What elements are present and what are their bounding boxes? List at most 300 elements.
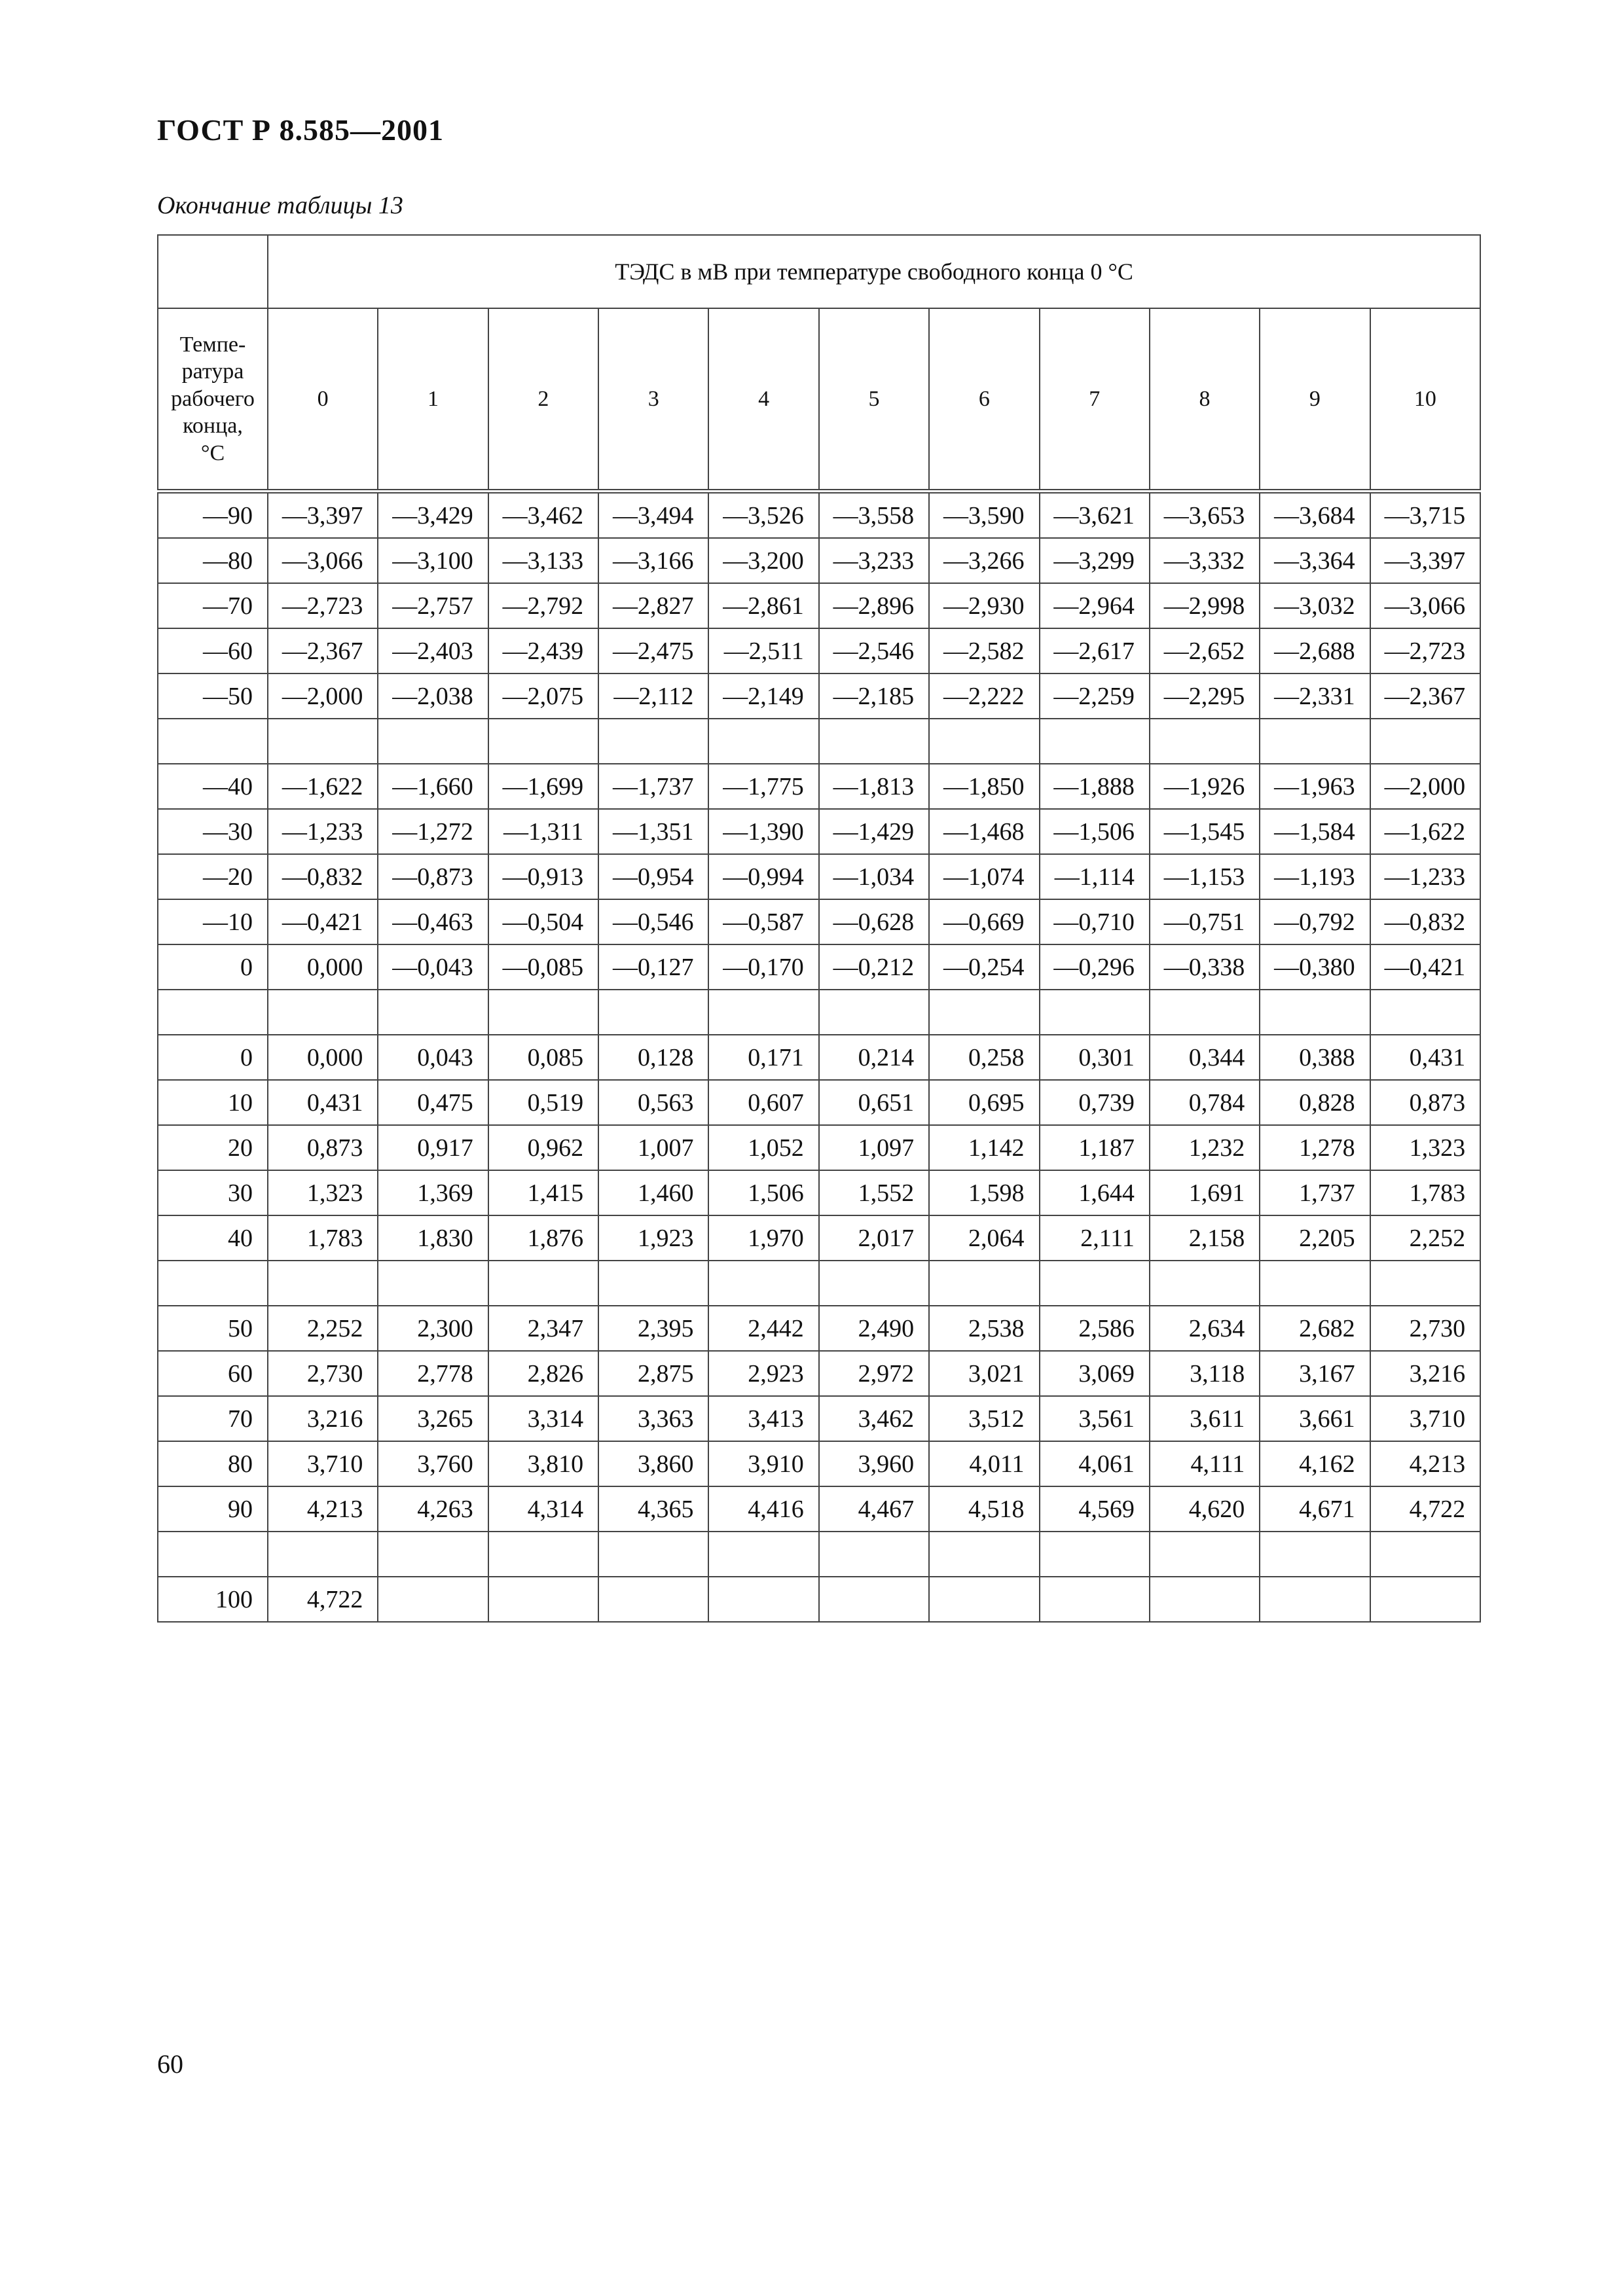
emf-value-cell: 1,278 — [1260, 1125, 1370, 1170]
table-row — [158, 809, 1480, 854]
emf-value-cell: —2,475 — [598, 628, 708, 673]
emf-value-cell: —2,075 — [488, 673, 598, 719]
emf-value-cell: 0,873 — [1370, 1080, 1481, 1125]
table-row — [158, 673, 1480, 719]
table-row — [158, 854, 1480, 899]
emf-value-cell: 3,561 — [1040, 1396, 1150, 1441]
page-number: 60 — [157, 2049, 183, 2079]
emf-value-cell: —2,582 — [929, 628, 1039, 673]
emf-value-cell: 0,388 — [1260, 1035, 1370, 1080]
temperature-cell: 70 — [158, 1396, 268, 1441]
emf-value-cell: —0,792 — [1260, 899, 1370, 944]
empty-cell — [598, 1261, 708, 1306]
temperature-header-line: Темпе- — [179, 332, 246, 357]
emf-value-cell: 1,691 — [1150, 1170, 1260, 1215]
emf-value-cell: 2,586 — [1040, 1306, 1150, 1351]
emf-value-cell: 2,395 — [598, 1306, 708, 1351]
empty-cell — [708, 1261, 818, 1306]
emf-value-cell: 1,737 — [1260, 1170, 1370, 1215]
emf-value-cell: 1,783 — [1370, 1170, 1481, 1215]
separator-row — [158, 719, 1480, 764]
emf-value-cell: 0,873 — [268, 1125, 378, 1170]
emf-value-cell: —1,390 — [708, 809, 818, 854]
emf-value-cell — [598, 1577, 708, 1622]
empty-cell — [378, 1532, 488, 1577]
emf-value-cell: 1,923 — [598, 1215, 708, 1261]
emf-value-cell: 1,783 — [268, 1215, 378, 1261]
empty-cell — [1370, 1532, 1481, 1577]
emf-value-cell: —0,669 — [929, 899, 1039, 944]
emf-value-cell: —2,546 — [819, 628, 929, 673]
emf-value-cell: 2,923 — [708, 1351, 818, 1396]
temperature-cell: —10 — [158, 899, 268, 944]
table-row — [158, 1441, 1480, 1486]
temperature-header-line: конца, — [183, 414, 243, 439]
emf-value-cell: 0,651 — [819, 1080, 929, 1125]
emf-value-cell: —2,930 — [929, 583, 1039, 628]
table-row — [158, 1080, 1480, 1125]
emf-value-cell: 2,300 — [378, 1306, 488, 1351]
emf-value-cell: 4,518 — [929, 1486, 1039, 1532]
empty-cell — [268, 990, 378, 1035]
temperature-cell: 40 — [158, 1215, 268, 1261]
emf-value-cell: 0,828 — [1260, 1080, 1370, 1125]
separator-row — [158, 1261, 1480, 1306]
emf-value-cell: 3,265 — [378, 1396, 488, 1441]
emf-value-cell: 3,021 — [929, 1351, 1039, 1396]
temperature-header-line: °С — [200, 440, 225, 465]
emf-value-cell: 3,512 — [929, 1396, 1039, 1441]
column-header: 8 — [1150, 308, 1260, 492]
separator-row — [158, 1532, 1480, 1577]
emf-value-cell — [1040, 1577, 1150, 1622]
emf-value-cell: —0,751 — [1150, 899, 1260, 944]
emf-value-cell: —3,066 — [1370, 583, 1481, 628]
emf-value-cell: 3,760 — [378, 1441, 488, 1486]
table-row — [158, 1351, 1480, 1396]
temperature-cell: 0 — [158, 1035, 268, 1080]
emf-value-cell: —3,462 — [488, 492, 598, 539]
emf-value-cell: —0,380 — [1260, 944, 1370, 990]
emf-value-cell: 2,730 — [1370, 1306, 1481, 1351]
empty-cell — [488, 719, 598, 764]
emf-value-cell: 0,301 — [1040, 1035, 1150, 1080]
emf-value-cell: 2,064 — [929, 1215, 1039, 1261]
emf-value-cell: 4,365 — [598, 1486, 708, 1532]
emf-value-cell: 0,475 — [378, 1080, 488, 1125]
emf-value-cell: —2,439 — [488, 628, 598, 673]
emf-value-cell — [1150, 1577, 1260, 1622]
table-row — [158, 1486, 1480, 1532]
emf-value-cell: 0,784 — [1150, 1080, 1260, 1125]
emf-value-cell: —1,311 — [488, 809, 598, 854]
table-row — [158, 583, 1480, 628]
emf-value-cell: —0,463 — [378, 899, 488, 944]
emf-value-cell: —0,832 — [268, 854, 378, 899]
emf-value-cell: 4,671 — [1260, 1486, 1370, 1532]
emf-value-cell: 3,710 — [1370, 1396, 1481, 1441]
emf-value-cell: 3,363 — [598, 1396, 708, 1441]
temperature-cell: 80 — [158, 1441, 268, 1486]
emf-value-cell: 1,644 — [1040, 1170, 1150, 1215]
column-header: 4 — [708, 308, 818, 492]
emf-value-cell: —3,558 — [819, 492, 929, 539]
empty-cell — [158, 719, 268, 764]
empty-cell — [708, 990, 818, 1035]
emf-value-cell: —1,699 — [488, 764, 598, 809]
empty-cell — [819, 990, 929, 1035]
empty-cell — [1260, 719, 1370, 764]
column-header: 9 — [1260, 308, 1370, 492]
empty-cell — [378, 719, 488, 764]
emf-value-cell: 2,017 — [819, 1215, 929, 1261]
emf-value-cell: —1,114 — [1040, 854, 1150, 899]
table-row — [158, 764, 1480, 809]
column-header: 5 — [819, 308, 929, 492]
emf-value-cell: —2,367 — [268, 628, 378, 673]
temperature-header-line: рабочего — [171, 386, 255, 411]
emf-value-cell: —2,295 — [1150, 673, 1260, 719]
span-header: ТЭДС в мВ при температуре свободного конца 0 °С — [268, 235, 1480, 308]
empty-cell — [268, 719, 378, 764]
emf-value-cell: 2,158 — [1150, 1215, 1260, 1261]
emf-value-cell: —2,964 — [1040, 583, 1150, 628]
emf-value-cell: —1,233 — [268, 809, 378, 854]
table-row — [158, 1170, 1480, 1215]
emf-value-cell: —0,170 — [708, 944, 818, 990]
column-header: 0 — [268, 308, 378, 492]
empty-cell — [1260, 1532, 1370, 1577]
emf-value-cell: —3,526 — [708, 492, 818, 539]
emf-value-cell: —2,038 — [378, 673, 488, 719]
emf-value-cell: 1,323 — [268, 1170, 378, 1215]
emf-value-cell: 3,462 — [819, 1396, 929, 1441]
emf-value-cell: 4,314 — [488, 1486, 598, 1532]
emf-value-cell: —3,266 — [929, 538, 1039, 583]
column-header: 1 — [378, 308, 488, 492]
emf-value-cell: —1,622 — [268, 764, 378, 809]
emf-value-cell: —2,149 — [708, 673, 818, 719]
emf-value-cell: —1,545 — [1150, 809, 1260, 854]
emf-value-cell — [378, 1577, 488, 1622]
empty-cell — [378, 990, 488, 1035]
empty-cell — [158, 1532, 268, 1577]
emf-value-cell: 2,538 — [929, 1306, 1039, 1351]
separator-row — [158, 990, 1480, 1035]
empty-cell — [1150, 1532, 1260, 1577]
emf-value-cell: —1,034 — [819, 854, 929, 899]
empty-cell — [598, 1532, 708, 1577]
empty-cell — [158, 990, 268, 1035]
emf-value-cell: 2,634 — [1150, 1306, 1260, 1351]
emf-value-cell: —1,813 — [819, 764, 929, 809]
column-header-row — [158, 308, 1480, 492]
emf-value-cell: —3,299 — [1040, 538, 1150, 583]
emf-value-cell: —3,684 — [1260, 492, 1370, 539]
empty-cell — [378, 1261, 488, 1306]
empty-cell — [1370, 719, 1481, 764]
temperature-cell: —50 — [158, 673, 268, 719]
emf-value-cell: —0,296 — [1040, 944, 1150, 990]
column-header: 10 — [1370, 308, 1481, 492]
table-row — [158, 944, 1480, 990]
emf-value-cell: 1,506 — [708, 1170, 818, 1215]
emf-value-cell: —0,913 — [488, 854, 598, 899]
emf-value-cell: 0,344 — [1150, 1035, 1260, 1080]
emf-value-cell: 2,875 — [598, 1351, 708, 1396]
emf-value-cell: —1,233 — [1370, 854, 1481, 899]
empty-cell — [1150, 1261, 1260, 1306]
emf-value-cell: 3,960 — [819, 1441, 929, 1486]
emf-value-cell: —3,032 — [1260, 583, 1370, 628]
emf-value-cell: 3,167 — [1260, 1351, 1370, 1396]
emf-value-cell: —0,628 — [819, 899, 929, 944]
empty-cell — [929, 1532, 1039, 1577]
corner-cell — [158, 235, 268, 308]
emf-value-cell: —1,963 — [1260, 764, 1370, 809]
table-row — [158, 1306, 1480, 1351]
emf-value-cell: —0,127 — [598, 944, 708, 990]
emf-value-cell: —2,723 — [268, 583, 378, 628]
emf-value-cell: 0,917 — [378, 1125, 488, 1170]
emf-value-cell: 4,011 — [929, 1441, 1039, 1486]
emf-value-cell: 3,910 — [708, 1441, 818, 1486]
emf-value-cell: 4,467 — [819, 1486, 929, 1532]
emf-value-cell: —2,617 — [1040, 628, 1150, 673]
empty-cell — [268, 1532, 378, 1577]
emf-value-cell: —1,584 — [1260, 809, 1370, 854]
emf-value-cell: 0,085 — [488, 1035, 598, 1080]
document-title: ГОСТ Р 8.585—2001 — [157, 113, 444, 147]
emf-value-cell: 1,232 — [1150, 1125, 1260, 1170]
emf-value-cell: —2,259 — [1040, 673, 1150, 719]
emf-value-cell: —3,590 — [929, 492, 1039, 539]
emf-value-cell: 4,061 — [1040, 1441, 1150, 1486]
emf-value-cell: 0,000 — [268, 1035, 378, 1080]
emf-value-cell: 1,369 — [378, 1170, 488, 1215]
emf-value-cell: 2,490 — [819, 1306, 929, 1351]
emf-value-cell: —1,429 — [819, 809, 929, 854]
emf-value-cell: 2,205 — [1260, 1215, 1370, 1261]
emf-value-cell: —0,954 — [598, 854, 708, 899]
emf-value-cell: —2,403 — [378, 628, 488, 673]
table-row — [158, 1577, 1480, 1622]
emf-value-cell: —0,873 — [378, 854, 488, 899]
table-caption: Окончание таблицы 13 — [157, 192, 403, 219]
emf-value-cell: —1,737 — [598, 764, 708, 809]
column-header: 6 — [929, 308, 1039, 492]
emf-value-cell — [1370, 1577, 1481, 1622]
emf-value-cell: —1,850 — [929, 764, 1039, 809]
emf-value-cell: 3,314 — [488, 1396, 598, 1441]
emf-value-cell: —1,506 — [1040, 809, 1150, 854]
emf-value-cell: 4,722 — [268, 1577, 378, 1622]
temperature-cell: —30 — [158, 809, 268, 854]
emf-value-cell: 0,214 — [819, 1035, 929, 1080]
emf-value-cell: 1,460 — [598, 1170, 708, 1215]
empty-cell — [708, 1532, 818, 1577]
emf-value-cell — [488, 1577, 598, 1622]
emf-value-cell: —3,715 — [1370, 492, 1481, 539]
emf-value-cell: —1,153 — [1150, 854, 1260, 899]
temperature-cell: 20 — [158, 1125, 268, 1170]
emf-value-cell: 0,128 — [598, 1035, 708, 1080]
temperature-cell: —80 — [158, 538, 268, 583]
emf-value-cell: —3,429 — [378, 492, 488, 539]
empty-cell — [1260, 990, 1370, 1035]
temperature-cell: 50 — [158, 1306, 268, 1351]
empty-cell — [488, 1532, 598, 1577]
table-body — [158, 492, 1480, 1623]
emf-value-cell: 4,722 — [1370, 1486, 1481, 1532]
emf-value-cell: —2,222 — [929, 673, 1039, 719]
emf-value-cell: —3,200 — [708, 538, 818, 583]
emf-value-cell: —1,660 — [378, 764, 488, 809]
table-row — [158, 1035, 1480, 1080]
emf-value-cell: —2,511 — [708, 628, 818, 673]
emf-value-cell: 3,118 — [1150, 1351, 1260, 1396]
empty-cell — [1040, 990, 1150, 1035]
emf-value-cell: 0,563 — [598, 1080, 708, 1125]
emf-value-cell: 1,415 — [488, 1170, 598, 1215]
temperature-cell: 30 — [158, 1170, 268, 1215]
empty-cell — [488, 1261, 598, 1306]
empty-cell — [1370, 1261, 1481, 1306]
emf-value-cell: —2,112 — [598, 673, 708, 719]
emf-value-cell: 4,569 — [1040, 1486, 1150, 1532]
emf-value-cell: 0,695 — [929, 1080, 1039, 1125]
emf-value-cell: —1,272 — [378, 809, 488, 854]
emf-value-cell: 0,043 — [378, 1035, 488, 1080]
empty-cell — [1260, 1261, 1370, 1306]
emf-value-cell: 3,611 — [1150, 1396, 1260, 1441]
empty-cell — [819, 1532, 929, 1577]
emf-value-cell: 4,263 — [378, 1486, 488, 1532]
emf-value-cell: —2,861 — [708, 583, 818, 628]
emf-value-cell: 3,216 — [1370, 1351, 1481, 1396]
emf-value-cell: —3,066 — [268, 538, 378, 583]
temperature-cell: 10 — [158, 1080, 268, 1125]
emf-value-cell: —2,331 — [1260, 673, 1370, 719]
temperature-cell: —40 — [158, 764, 268, 809]
emf-value-cell — [708, 1577, 818, 1622]
emf-value-cell: 1,970 — [708, 1215, 818, 1261]
emf-value-cell: 2,252 — [268, 1306, 378, 1351]
emf-value-cell: —2,185 — [819, 673, 929, 719]
emf-value-cell: 1,830 — [378, 1215, 488, 1261]
empty-cell — [929, 1261, 1039, 1306]
empty-cell — [1150, 719, 1260, 764]
column-header: 3 — [598, 308, 708, 492]
emf-value-cell: —2,000 — [1370, 764, 1481, 809]
empty-cell — [1370, 990, 1481, 1035]
emf-value-cell: —0,504 — [488, 899, 598, 944]
table-header-row — [158, 235, 1480, 308]
table-row — [158, 1125, 1480, 1170]
emf-value-cell: 1,598 — [929, 1170, 1039, 1215]
table-row — [158, 1215, 1480, 1261]
emf-value-cell: —0,546 — [598, 899, 708, 944]
emf-value-cell: 1,552 — [819, 1170, 929, 1215]
emf-value-cell: —0,421 — [1370, 944, 1481, 990]
emf-value-cell: 0,962 — [488, 1125, 598, 1170]
emf-value-cell — [929, 1577, 1039, 1622]
emf-value-cell: 3,810 — [488, 1441, 598, 1486]
emf-value-cell: —2,757 — [378, 583, 488, 628]
emf-value-cell: 3,710 — [268, 1441, 378, 1486]
emf-value-cell: 4,111 — [1150, 1441, 1260, 1486]
emf-value-cell — [1260, 1577, 1370, 1622]
emf-value-cell: —3,133 — [488, 538, 598, 583]
empty-cell — [158, 1261, 268, 1306]
emf-value-cell: —3,332 — [1150, 538, 1260, 583]
empty-cell — [708, 719, 818, 764]
emf-value-cell: —1,775 — [708, 764, 818, 809]
emf-value-cell: —0,043 — [378, 944, 488, 990]
emf-value-cell: —0,421 — [268, 899, 378, 944]
emf-value-cell: 3,069 — [1040, 1351, 1150, 1396]
emf-value-cell: 1,007 — [598, 1125, 708, 1170]
emf-value-cell: 1,323 — [1370, 1125, 1481, 1170]
emf-value-cell: —3,653 — [1150, 492, 1260, 539]
emf-value-cell: —1,622 — [1370, 809, 1481, 854]
emf-value-cell — [819, 1577, 929, 1622]
emf-value-cell: —1,074 — [929, 854, 1039, 899]
emf-value-cell: —2,723 — [1370, 628, 1481, 673]
empty-cell — [1150, 990, 1260, 1035]
emf-value-cell: —1,468 — [929, 809, 1039, 854]
emf-value-cell: 2,111 — [1040, 1215, 1150, 1261]
temperature-cell: 0 — [158, 944, 268, 990]
emf-value-cell: 3,860 — [598, 1441, 708, 1486]
emf-value-cell: —2,896 — [819, 583, 929, 628]
table-row — [158, 899, 1480, 944]
emf-value-cell: 0,519 — [488, 1080, 598, 1125]
emf-value-cell: —2,652 — [1150, 628, 1260, 673]
empty-cell — [268, 1261, 378, 1306]
emf-value-cell: —1,926 — [1150, 764, 1260, 809]
emf-value-cell: 4,162 — [1260, 1441, 1370, 1486]
emf-value-cell: —0,994 — [708, 854, 818, 899]
emf-value-cell: 1,142 — [929, 1125, 1039, 1170]
emf-value-cell: —2,792 — [488, 583, 598, 628]
empty-cell — [819, 719, 929, 764]
emf-value-cell: 0,258 — [929, 1035, 1039, 1080]
table-row — [158, 492, 1480, 539]
empty-cell — [598, 990, 708, 1035]
emf-value-cell: 0,171 — [708, 1035, 818, 1080]
table-row — [158, 1396, 1480, 1441]
emf-value-cell: —3,397 — [268, 492, 378, 539]
emf-value-cell: 0,431 — [268, 1080, 378, 1125]
emf-value-cell: 2,682 — [1260, 1306, 1370, 1351]
temperature-column-header — [158, 308, 268, 492]
emf-value-cell: 1,187 — [1040, 1125, 1150, 1170]
empty-cell — [1040, 1261, 1150, 1306]
emf-value-cell: —0,254 — [929, 944, 1039, 990]
temperature-cell: 100 — [158, 1577, 268, 1622]
emf-value-cell: —3,364 — [1260, 538, 1370, 583]
temperature-header-line: ратура — [181, 359, 244, 384]
table-row — [158, 628, 1480, 673]
emf-value-cell: 1,876 — [488, 1215, 598, 1261]
emf-value-cell: —1,888 — [1040, 764, 1150, 809]
emf-value-cell: 1,052 — [708, 1125, 818, 1170]
temperature-cell: —60 — [158, 628, 268, 673]
emf-value-cell: —0,710 — [1040, 899, 1150, 944]
emf-value-cell: 0,431 — [1370, 1035, 1481, 1080]
temperature-cell: —90 — [158, 492, 268, 539]
